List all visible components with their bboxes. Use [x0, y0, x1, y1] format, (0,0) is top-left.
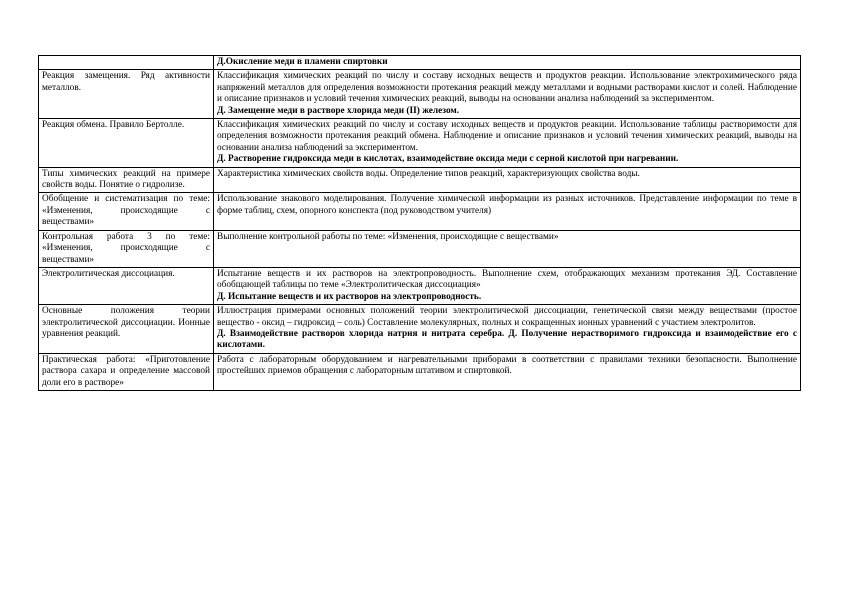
- content-cell: [214, 230, 801, 267]
- topic-cell: [39, 119, 214, 168]
- topic-cell: [39, 167, 214, 193]
- topic-text: Практическая работа: «Приготовление раствора сахара и определение массовой доли его в растворе»: [42, 354, 210, 388]
- table-row: [39, 193, 801, 230]
- content-text: Иллюстрация примерами основных положений теории электролитической диссоциации, генетической связи между веществами (простое вещество - оксид – гидроксид – соль) Составление молекулярных, полных и сокращенных ионных уравнений с участием электролитов.: [217, 306, 797, 328]
- content-text: Выполнение контрольной работы по теме: «Изменения, происходящие с веществами»: [217, 231, 559, 242]
- topic-text: Контрольная работа 3 по теме: «Изменения, происходящие с веществами»: [42, 231, 210, 265]
- topic-cell: [39, 193, 214, 230]
- content-cell: [214, 267, 801, 304]
- table-body: [39, 56, 801, 391]
- topic-cell: [39, 267, 214, 304]
- table-row: [39, 230, 801, 267]
- topic-text: Реакция замещения. Ряд активности металлов.: [42, 71, 210, 93]
- topic-cell: [39, 56, 214, 70]
- topic-cell: [39, 70, 214, 119]
- table-row: [39, 353, 801, 390]
- content-cell: [214, 353, 801, 390]
- topic-cell: [39, 230, 214, 267]
- demo-text: Д. Замещение меди в растворе хлорида меди (II) железом.: [217, 105, 460, 116]
- content-cell: [214, 167, 801, 193]
- demo-text: Д. Растворение гидроксида меди в кислотах, взаимодействие оксида меди с серной кислотой при нагревании.: [217, 154, 679, 165]
- table-row: [39, 267, 801, 304]
- content-cell: [214, 193, 801, 230]
- content-cell: [214, 56, 801, 70]
- content-text: Работа с лабораторным оборудованием и нагревательными приборами в соответствии с правилами техники безопасности. Выполнение простейших приемов обращения с лабораторным штативом и спиртовкой.: [217, 354, 797, 377]
- content-text: Классификация химических реакций по числу и составу исходных веществ и продуктов реакции. Использование таблицы растворимости для определения возможности протекания реакций обмена. Наблюдение и описание признаков и условий течения химических реакций, выводы на основании анализа наблюдений за экспериментом.: [217, 120, 797, 153]
- demo-text: Д. Взаимодействие растворов хлорида натрия и нитрата серебра. Д. Получение нерастворимого гидроксида и взаимодействие его с кислотами.: [217, 328, 797, 351]
- table-row: [39, 56, 801, 70]
- content-cell: [214, 70, 801, 119]
- table-row: [39, 305, 801, 354]
- lesson-plan-table: [38, 55, 801, 391]
- table-row: [39, 70, 801, 119]
- topic-text: Реакция обмена. Правило Бертолле.: [42, 120, 185, 131]
- topic-text: Типы химических реакций на примере свойств воды. Понятие о гидролизе.: [42, 168, 210, 191]
- content-cell: [214, 305, 801, 354]
- topic-text: Электролитическая диссоциация.: [42, 268, 175, 279]
- content-text: Испытание веществ и их растворов на электропроводность. Выполнение схем, отображающих механизм протекания ЭД. Составление обобщающей таблицы по теме «Электролитическая диссоциация»: [217, 268, 797, 291]
- content-text: Классификация химических реакций по числу и составу исходных веществ и продуктов реакции. Использование электрохимического ряда напряжений металлов для определения возможности протекания реакций между металлами и водными растворами кислот и солей. Наблюдение и описание признаков и условий течения химических реакций, выводы на основании анализа наблюдений за экспериментом.: [217, 71, 797, 105]
- topic-text: Основные положения теории электролитической диссоциации. Ионные уравнения реакций.: [42, 306, 210, 339]
- content-text: Использование знакового моделирования. Получение химической информации из разных источников. Представление информации по теме в форме таблиц, схем, опорного конспекта (под руководством учителя): [217, 194, 797, 216]
- topic-cell: [39, 305, 214, 354]
- table-row: [39, 119, 801, 168]
- topic-text: Обобщение и систематизация по теме: «Изменения, происходящие с веществами»: [42, 194, 210, 228]
- content-cell: [214, 119, 801, 168]
- content-text: Характеристика химических свойств воды. Определение типов реакций, характеризующих свойства воды.: [217, 168, 640, 179]
- table-row: [39, 167, 801, 193]
- demo-text: Д.Окисление меди в пламени спиртовки: [217, 57, 388, 67]
- demo-text: Д. Испытание веществ и их растворов на электропроводность.: [217, 291, 482, 302]
- topic-cell: [39, 353, 214, 390]
